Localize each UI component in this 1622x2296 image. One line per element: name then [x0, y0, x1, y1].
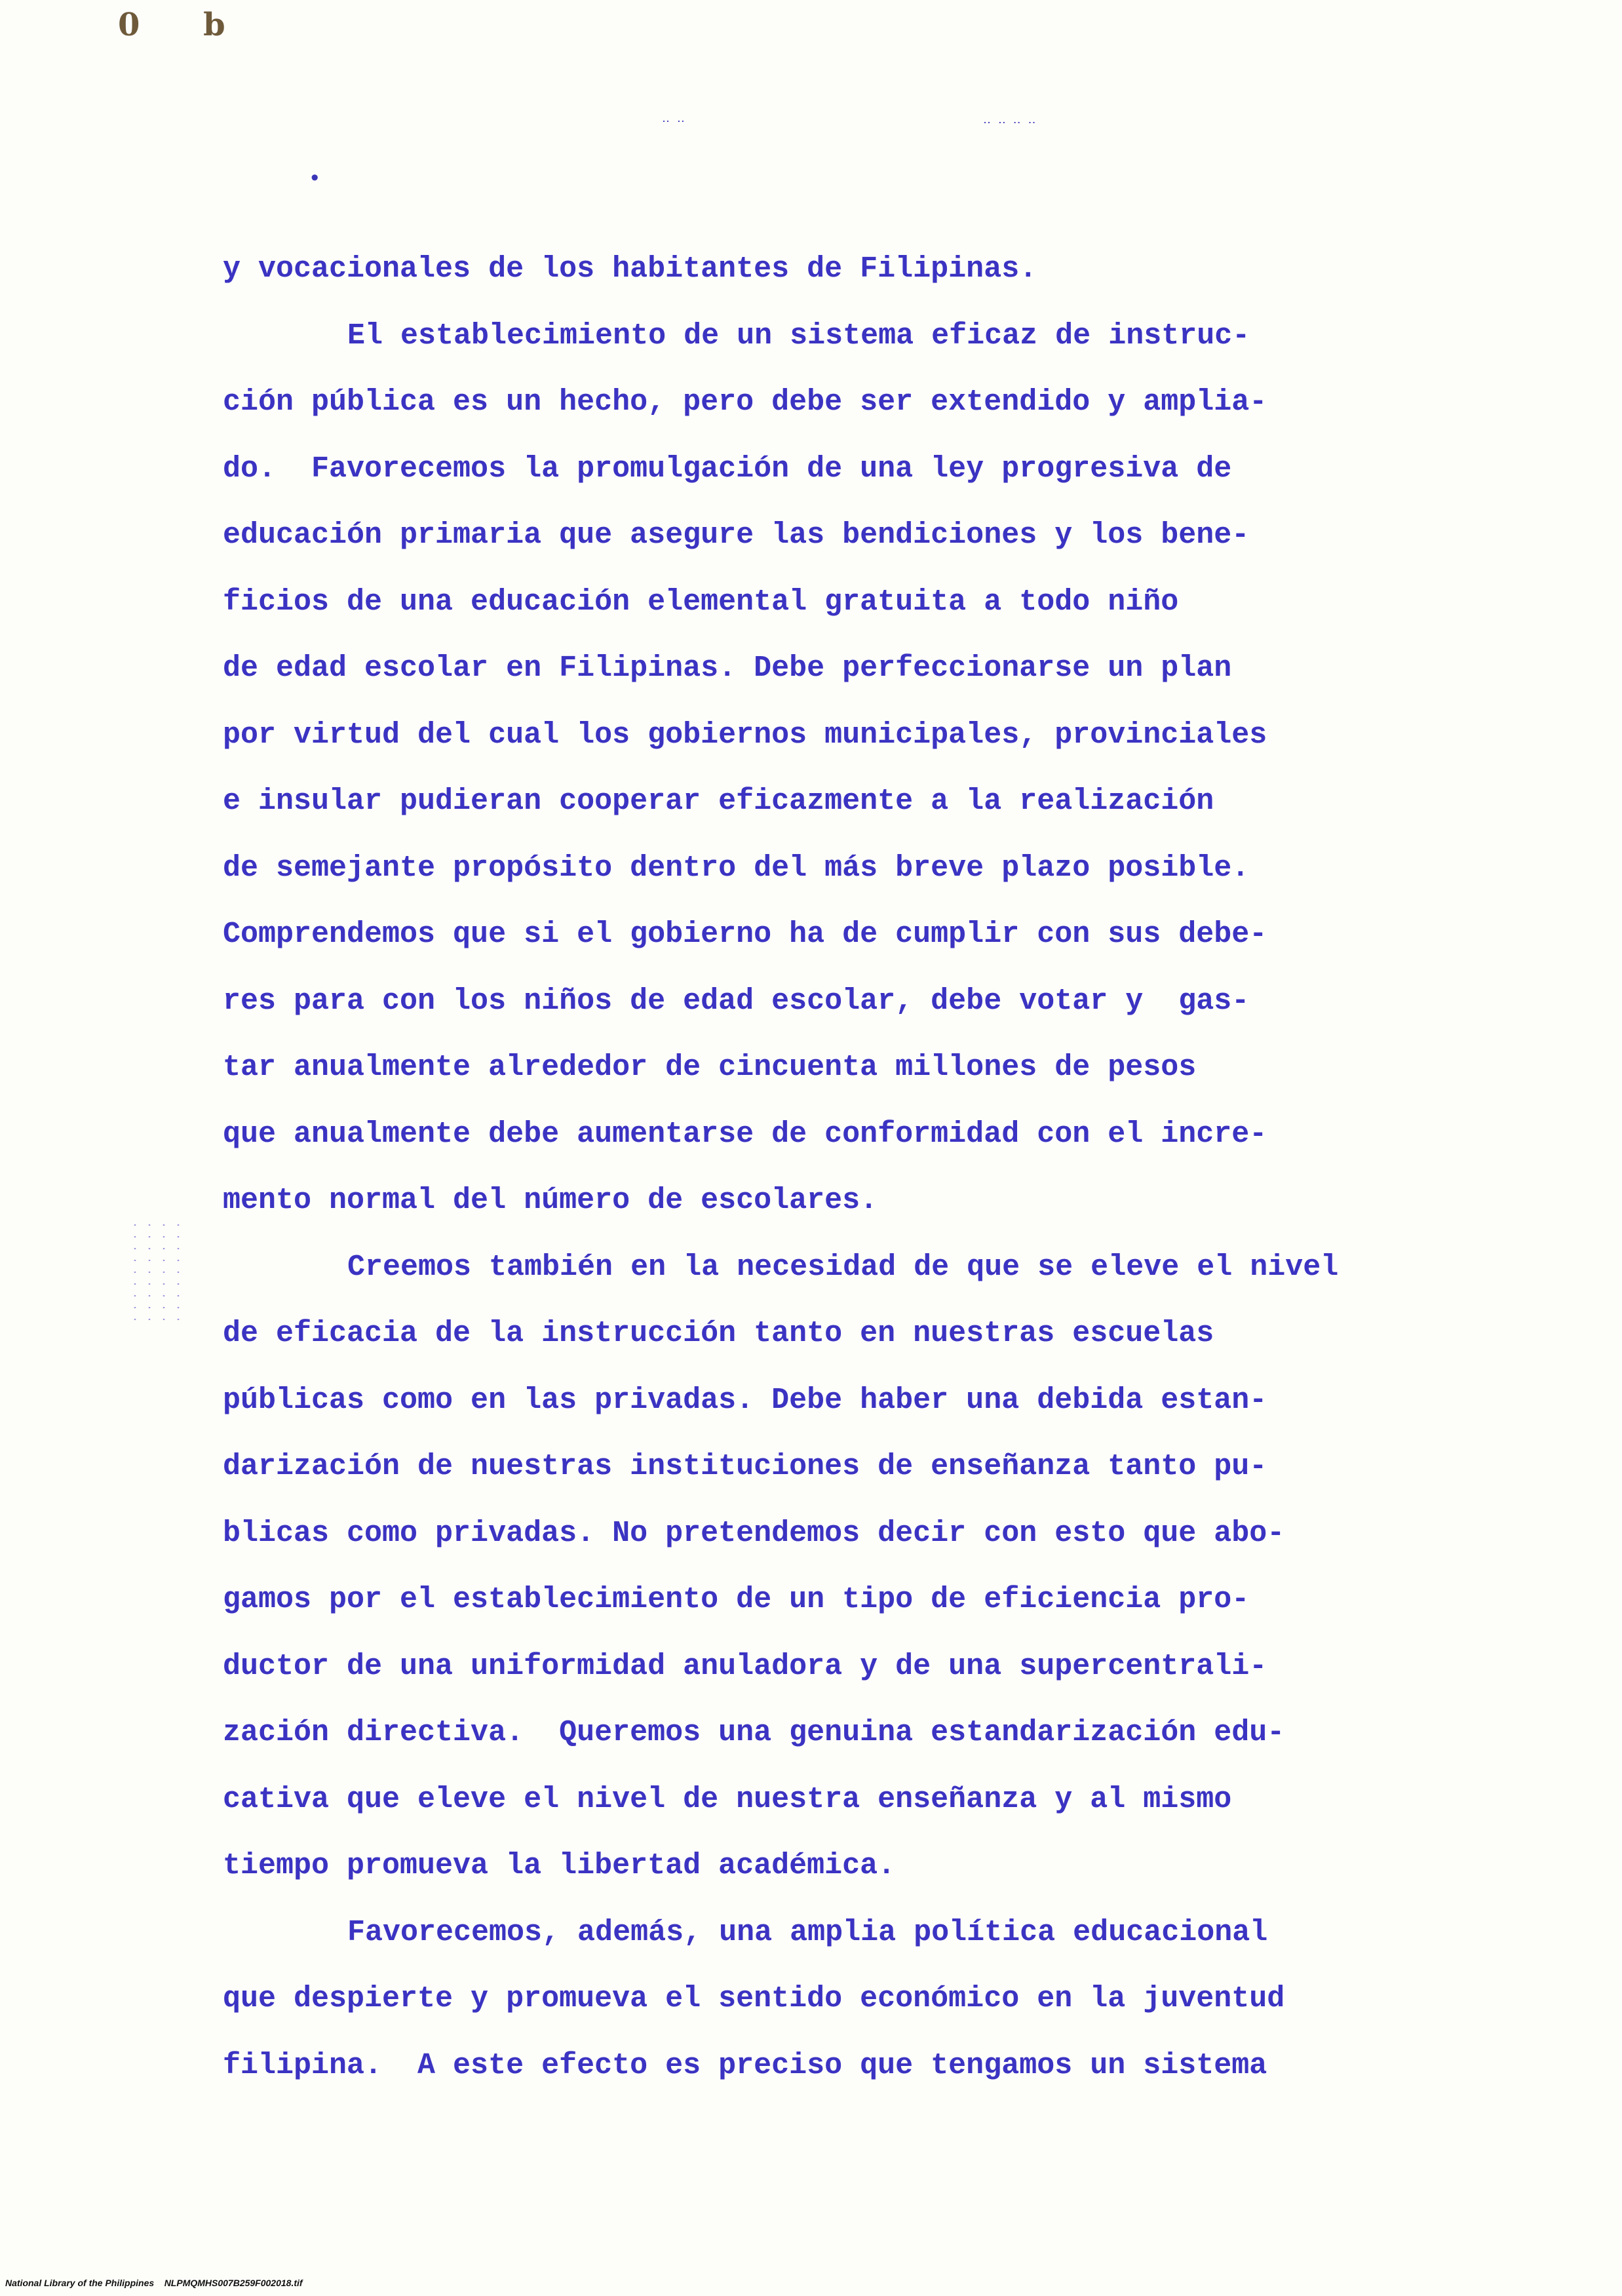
text-line: Favorecemos, además, una amplia política educacional [347, 1915, 1268, 1949]
text-line: ción pública es un hecho, pero debe ser extendido y amplia- [223, 385, 1267, 419]
margin-dots [128, 1219, 187, 1324]
text-line: ficios de una educación elemental gratuita a todo niño [223, 585, 1179, 619]
text-line: e insular pudieran cooperar eficazmente a la realización [223, 785, 1214, 818]
text-line: tar anualmente alrededor de cincuenta millones de pesos [223, 1051, 1197, 1084]
ink-speck: ‥ ‥ ‥ ‥ [983, 114, 1036, 127]
archive-footer-caption: National Library of the Philippines NLPMQMHS007B259F002018.tif [5, 2278, 303, 2288]
text-line: y vocacionales de los habitantes de Filipinas. [223, 252, 1037, 286]
text-line: ductor de una uniformidad anuladora y de una supercentrali- [223, 1649, 1267, 1683]
text-line: Creemos también en la necesidad de que se eleve el nivel [347, 1250, 1339, 1284]
text-line: filipina. A este efecto es preciso que tengamos un sistema [223, 2048, 1267, 2082]
document-body-text [223, 236, 1442, 2099]
text-line: cativa que eleve el nivel de nuestra enseñanza y al mismo [223, 1782, 1232, 1816]
ink-speck: ‥ ‥ [662, 113, 685, 126]
text-line: zación directiva. Queremos una genuina estandarización edu- [223, 1716, 1285, 1749]
text-line: gamos por el establecimiento de un tipo de eficiencia pro- [223, 1583, 1250, 1616]
text-line: que despierte y promueva el sentido económico en la juventud [223, 1982, 1285, 2015]
text-line: por virtud del cual los gobiernos municipales, provinciales [223, 718, 1267, 752]
text-line: darización de nuestras instituciones de enseñanza tanto pu- [223, 1450, 1267, 1483]
text-line: res para con los niños de edad escolar, debe votar y gas- [223, 984, 1250, 1018]
text-line: Comprendemos que si el gobierno ha de cumplir con sus debe- [223, 918, 1267, 951]
ink-speck: • [308, 167, 322, 192]
text-line: educación primaria que asegure las bendiciones y los bene- [223, 518, 1250, 552]
text-line: El establecimiento de un sistema eficaz de instruc- [347, 319, 1250, 353]
text-line: de edad escolar en Filipinas. Debe perfeccionarse un plan [223, 652, 1232, 685]
text-line: que anualmente debe aumentarse de conformidad con el incre- [223, 1117, 1267, 1151]
text-line: blicas como privadas. No pretendemos decir con esto que abo- [223, 1516, 1285, 1550]
text-line: do. Favorecemos la promulgación de una ley progresiva de [223, 452, 1232, 486]
text-line: públicas como en las privadas. Debe haber una debida estan- [223, 1383, 1267, 1417]
page-corner-mark: 0 b [118, 7, 252, 43]
text-line: mento normal del número de escolares. [223, 1184, 878, 1217]
text-line: de eficacia de la instrucción tanto en nuestras escuelas [223, 1317, 1214, 1350]
text-line: tiempo promueva la libertad académica. [223, 1849, 896, 1882]
text-line: de semejante propósito dentro del más breve plazo posible. [223, 851, 1250, 885]
